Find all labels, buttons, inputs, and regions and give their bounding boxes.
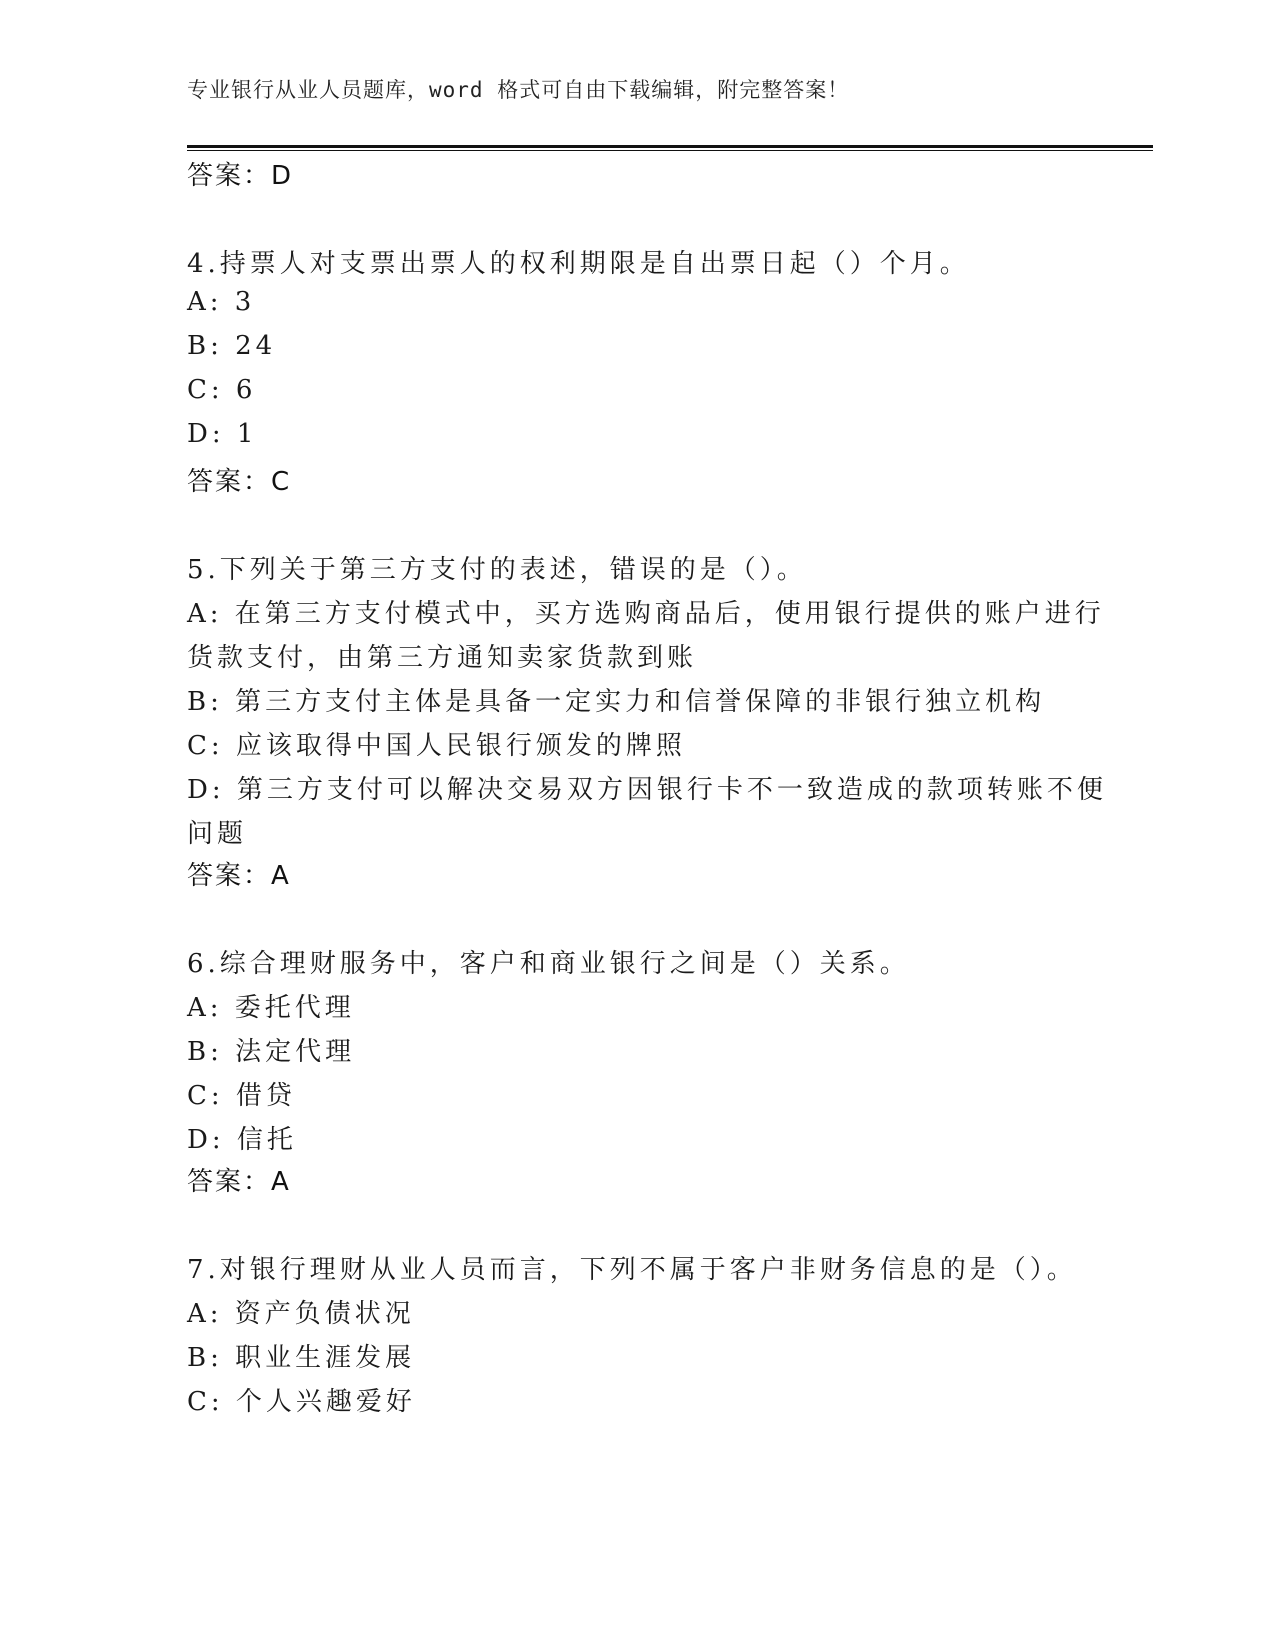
option-b: B: 第三方支付主体是具备一定实力和信誉保障的非银行独立机构	[187, 687, 1046, 717]
option-d: D: 信托	[187, 1125, 297, 1155]
option-a: A: 3	[187, 287, 256, 317]
answer-label: 答案：A	[187, 1167, 291, 1197]
option-a-continued: 货款支付，由第三方通知卖家货款到账	[187, 643, 698, 673]
option-b: B: 职业生涯发展	[187, 1343, 416, 1373]
question-stem: 5.下列关于第三方支付的表述，错误的是（）。	[187, 555, 807, 585]
option-c: C: 应该取得中国人民银行颁发的牌照	[187, 731, 686, 761]
option-a: A: 在第三方支付模式中，买方选购商品后，使用银行提供的账户进行	[187, 599, 1105, 629]
option-d: D: 第三方支付可以解决交易双方因银行卡不一致造成的款项转账不便	[187, 775, 1107, 805]
option-c: C: 6	[187, 375, 257, 405]
option-c: C: 个人兴趣爱好	[187, 1387, 416, 1417]
option-d: D: 1	[187, 419, 258, 449]
option-a: A: 委托代理	[187, 993, 355, 1023]
header-note: 专业银行从业人员题库，word 格式可自由下载编辑，附完整答案！	[187, 78, 850, 102]
option-b: B: 法定代理	[187, 1037, 356, 1067]
question-stem: 4.持票人对支票出票人的权利期限是自出票日起（）个月。	[187, 249, 970, 279]
answer-label: 答案：D	[187, 161, 294, 191]
option-c: C: 借贷	[187, 1081, 296, 1111]
answer-label: 答案：C	[187, 467, 292, 497]
option-a: A: 资产负债状况	[187, 1299, 415, 1329]
option-d-continued: 问题	[187, 819, 248, 849]
header-rule-thin	[187, 150, 1153, 151]
answer-label: 答案：A	[187, 861, 291, 891]
question-stem: 6.综合理财服务中，客户和商业银行之间是（）关系。	[187, 949, 910, 979]
question-stem: 7.对银行理财从业人员而言，下列不属于客户非财务信息的是（）。	[187, 1255, 1077, 1285]
option-b: B: 24	[187, 331, 277, 361]
header-rule-thick	[187, 145, 1153, 148]
